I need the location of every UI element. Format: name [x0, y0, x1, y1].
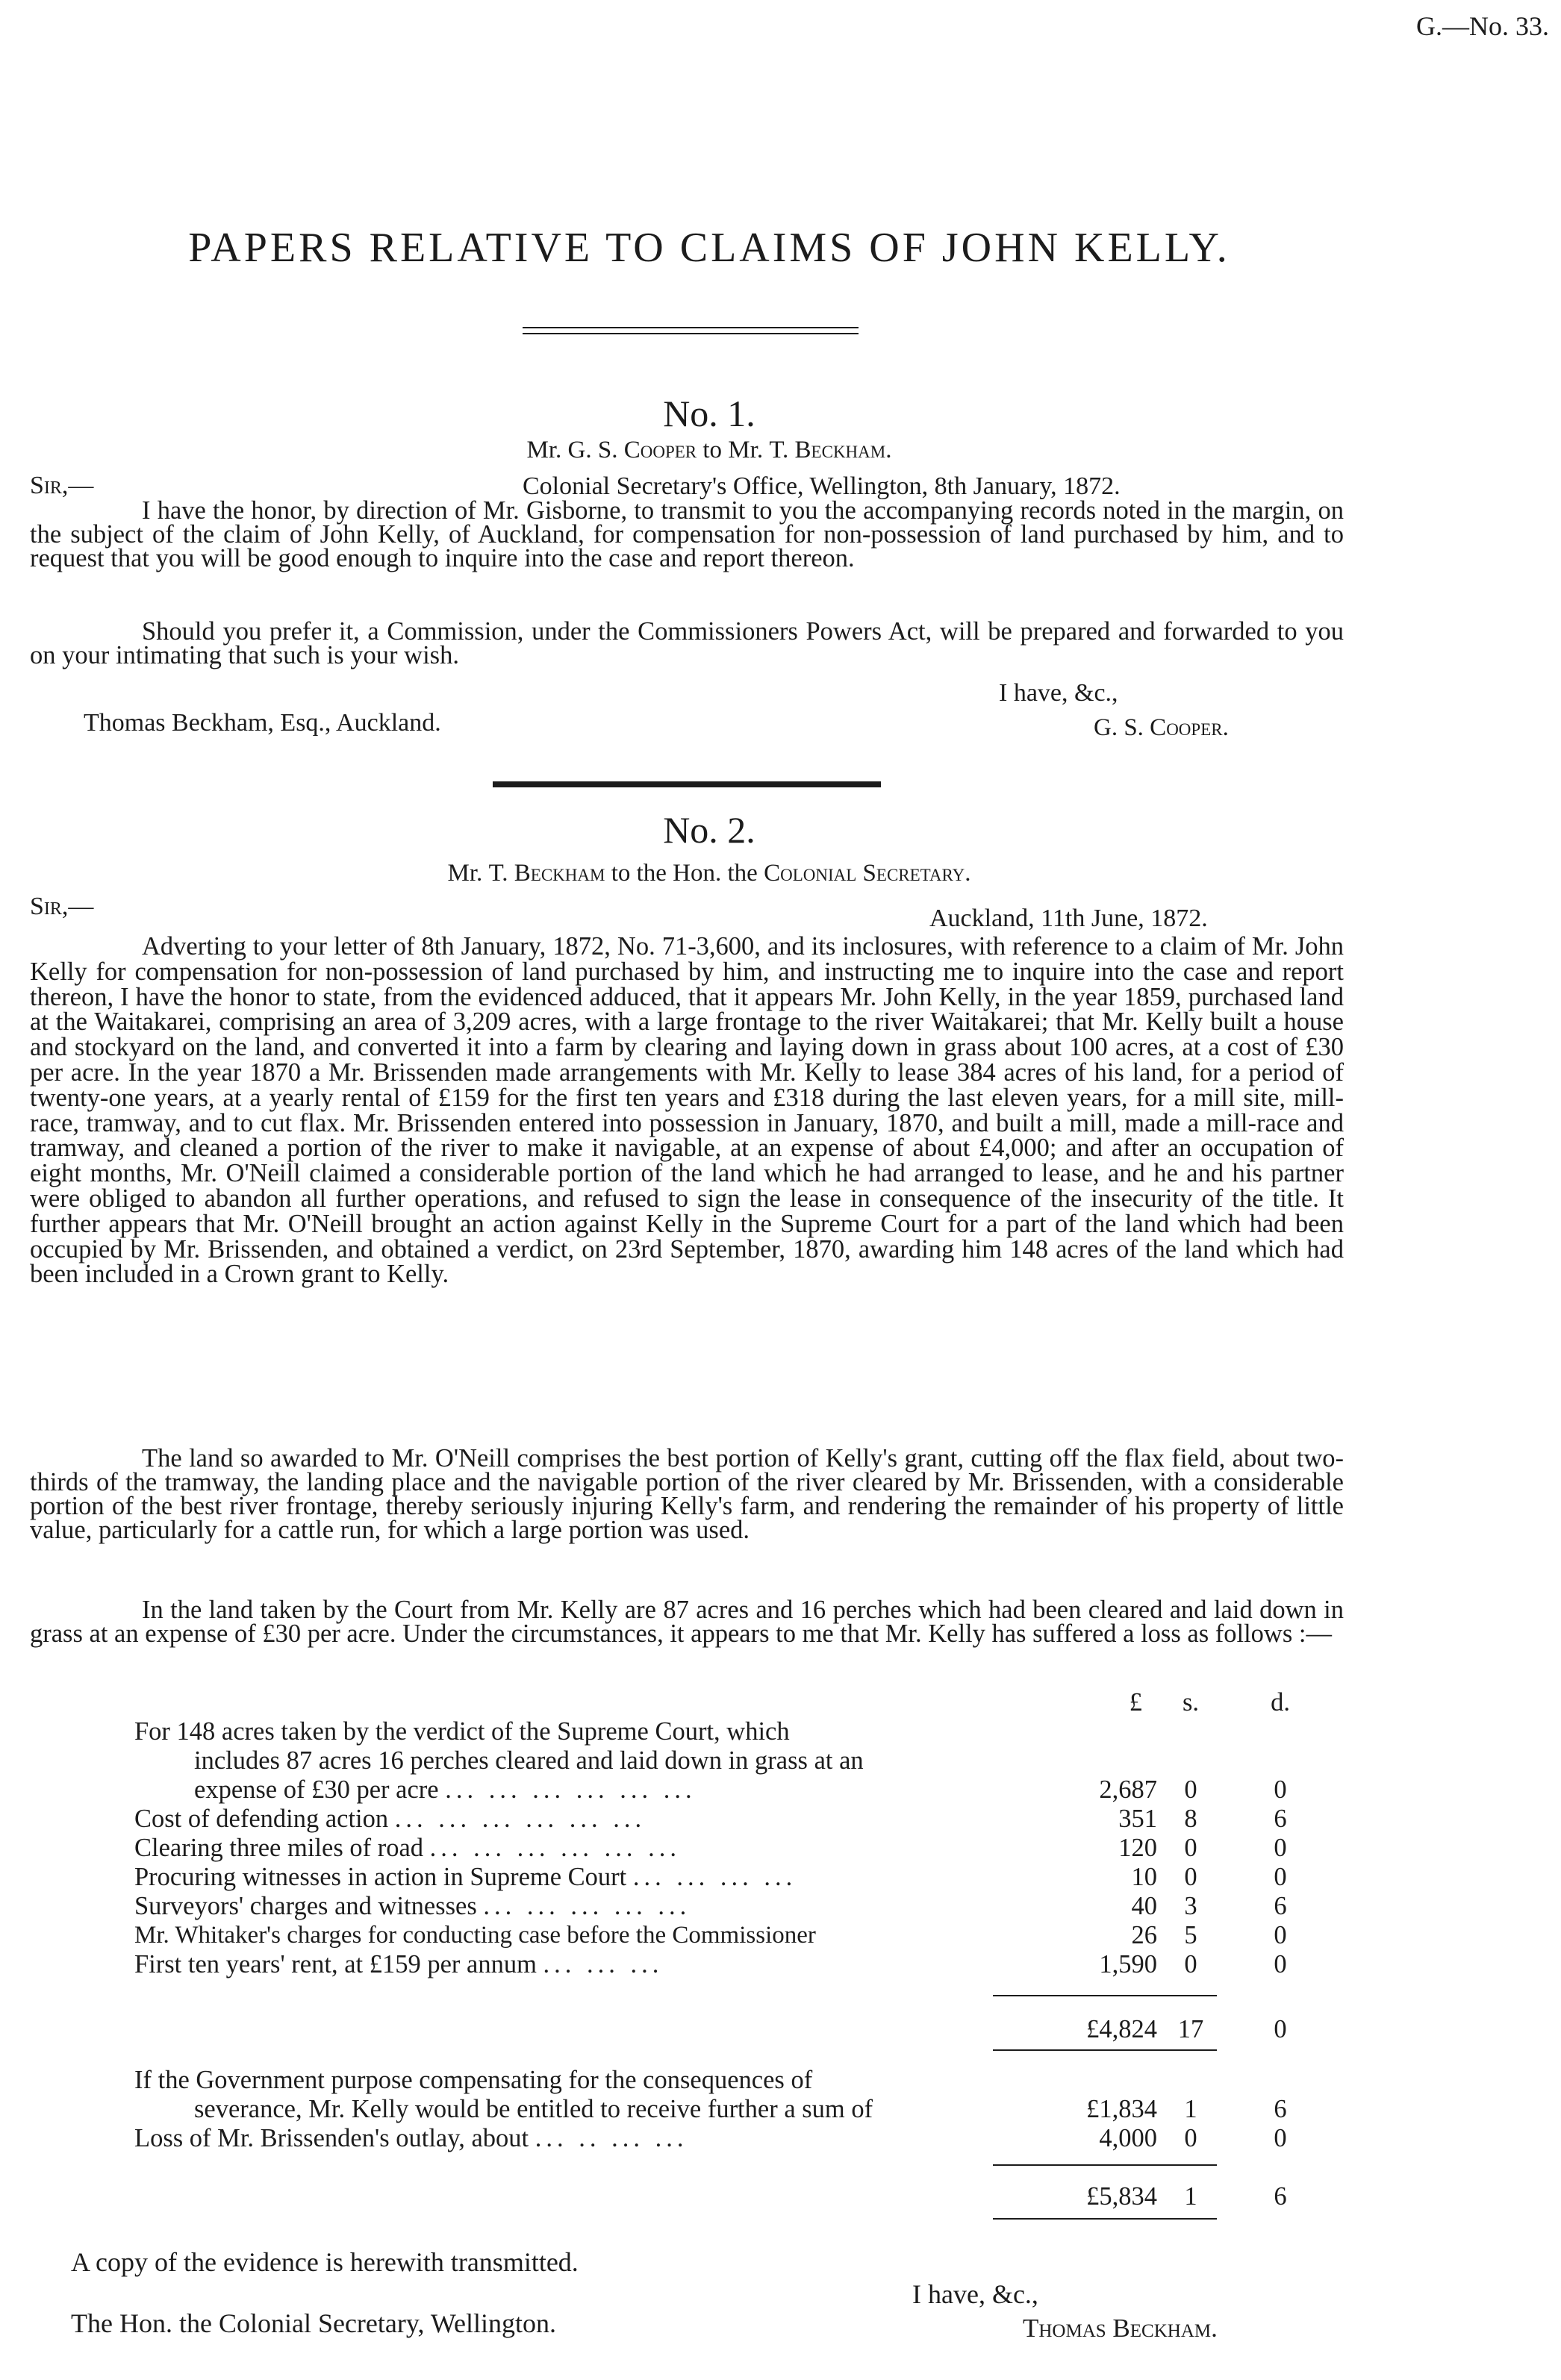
- table-row: [134, 1834, 1344, 1863]
- pence-value: 6: [1274, 1892, 1287, 1920]
- title-rule-bottom: [523, 333, 859, 334]
- doc1-subtitle-to: to Mr.: [697, 437, 770, 463]
- doc1-recipient: T. Beckham: [769, 437, 886, 463]
- item-label: expense of £30 per acre: [194, 1775, 439, 1804]
- item-label: Clearing three miles of road: [134, 1834, 424, 1862]
- total-row: [134, 2182, 1344, 2211]
- doc2-recipient: Colonial Secretary: [764, 860, 965, 887]
- doc1-subtitle: [0, 437, 1418, 464]
- item-description: [134, 1805, 646, 1834]
- doc2-paragraph: Adverting to your letter of 8th January, 1872, No. 71-3,600, and its inclosures, with reference to a claim of Mr. John Kelly for compensation for non-possession of land purchased by him, and instructing me to inquire into the case and report thereon, I have the honor to state, from the evidenced adduced, that it appears Mr. John Kelly, in the year 1859, purchased land at the Waitakarei, comprising an area of 3,209 acres, with a large frontage to the river Waitakarei; that Mr. Kelly built a house and stockyard on the land, and converted it into a farm by clearing and laying down in grass about 100 acres, at a cost of £30 per acre. In the year 1870 a Mr. Brissenden made arrangements with Mr. Kelly to lease 384 acres of his land, for a period of twenty-one years, at a yearly rental of £159 for the first ten years and £318 during the last eleven years, for a mill site, mill-race, tramway, and to cut flax. Mr. Brissenden entered into possession in January, 1870, and built a mill, made a mill-race and tramway, and cleaned a portion of the river to make it navigable, at an expense of about £4,000; and after an occupation of eight months, Mr. O'Neill claimed a considerable portion of the land which he had arranged to lease, and he and his partner were obliged to abandon all further operations, and refused to sign the lease in consequence of the insecurity of the title. It further appears that Mr. O'Neill brought an action against Kelly in the Supreme Court for a part of the land which had been occupied by Mr. Brissenden, and obtained a verdict, on 23rd September, 1870, awarding him 148 acres of the land which had been included in a Crown grant to Kelly.: [30, 932, 1344, 1289]
- leader-dots: ... ... ... ... ...: [483, 1892, 691, 1920]
- pence-value: 0: [1274, 1775, 1287, 1804]
- total-rule-bottom: [993, 2218, 1217, 2220]
- pence-value: 0: [1274, 1863, 1287, 1891]
- shillings-value: 0: [1184, 1775, 1197, 1804]
- item-label: Surveyors' charges and witnesses: [134, 1892, 477, 1920]
- item-description: For 148 acres taken by the verdict of the Supreme Court, which: [134, 1717, 790, 1746]
- total-shillings: 1: [1184, 2182, 1197, 2211]
- document-reference: G.—No. 33.: [1416, 11, 1549, 41]
- table-row: [134, 2066, 1344, 2095]
- additional-items: [134, 2066, 1344, 2153]
- claims-table: [134, 1688, 1344, 1979]
- doc1-closing: I have, &c.,: [999, 679, 1118, 707]
- shillings-value: 0: [1184, 1950, 1197, 1978]
- pounds-value: 1,590: [1099, 1950, 1157, 1978]
- item-label: Procuring witnesses in action in Supreme Court: [134, 1863, 627, 1891]
- table-row: [134, 1775, 1344, 1805]
- subtotal-row: [134, 2015, 1344, 2044]
- section-divider: [493, 781, 881, 787]
- doc2-subtitle-end: .: [965, 860, 971, 887]
- doc2-paragraph: The land so awarded to Mr. O'Neill comprises the best portion of Kelly's grant, cutting off the flax field, about two-thirds of the tramway, the landing place and the navigable portion of the river cleared by Mr. Brissenden, with a considerable portion of the best river frontage, thereby seriously injuring Kelly's farm, and rendering the remainder of his property of little value, particularly for a cattle run, for which a large portion was used.: [30, 1444, 1344, 1544]
- subtotal-rule-top: [993, 1995, 1217, 1996]
- page-title: PAPERS RELATIVE TO CLAIMS OF JOHN KELLY.: [188, 225, 1230, 271]
- shillings-value: 8: [1184, 1805, 1197, 1833]
- subtotal-row: [134, 2015, 1344, 2044]
- table-row: [134, 2095, 1344, 2124]
- pence-value: 0: [1274, 1834, 1287, 1862]
- pence-value: 0: [1274, 2124, 1287, 2152]
- pounds-value: £1,834: [1086, 2095, 1157, 2123]
- shillings-header: s.: [1182, 1688, 1200, 1717]
- pence-header: d.: [1271, 1688, 1290, 1717]
- total-pence: 6: [1274, 2182, 1287, 2211]
- total-rule-top: [993, 2164, 1217, 2166]
- subtotal-pence: 0: [1274, 2015, 1287, 2043]
- doc1-subtitle-end: .: [885, 437, 892, 463]
- subtotal-rule-bottom: [993, 2049, 1217, 2051]
- table-row: [134, 1746, 1344, 1775]
- doc2-dateline: Auckland, 11th June, 1872.: [929, 905, 1208, 932]
- pounds-value: 26: [1131, 1921, 1157, 1949]
- pounds-value: 10: [1131, 1863, 1157, 1891]
- leader-dots: ... ... ... ... ... ...: [429, 1834, 682, 1862]
- item-label: First ten years' rent, at £159 per annum: [134, 1950, 537, 1978]
- table-row: [134, 1950, 1344, 1979]
- total-pounds: £5,834: [1086, 2182, 1157, 2211]
- title-rule-top: [523, 327, 859, 328]
- leader-dots: ... ... ... ... ... ...: [445, 1775, 697, 1804]
- item-description: [134, 1892, 691, 1921]
- item-description: If the Government purpose compensating for the consequences of: [134, 2066, 813, 2094]
- doc2-subtitle-to: to the Hon. the: [605, 860, 764, 887]
- pounds-value: 351: [1118, 1805, 1157, 1833]
- doc2-paragraph: In the land taken by the Court from Mr. Kelly are 87 acres and 16 perches which had been cleared and laid down in grass at an expense of £30 per acre. Under the circumstances, it appears to me that Mr. Kelly has suffered a loss as follows :—: [30, 1596, 1344, 1648]
- pence-value: 6: [1274, 2095, 1287, 2123]
- pence-value: 6: [1274, 1805, 1287, 1833]
- leader-dots: ... ... ...: [543, 1950, 664, 1978]
- item-label: Cost of defending action: [134, 1805, 389, 1833]
- leader-dots: ... ... ... ... ... ...: [394, 1805, 646, 1833]
- pence-value: 0: [1274, 1950, 1287, 1978]
- doc1-number: No. 1.: [663, 393, 755, 434]
- leader-dots: ... .. ... ...: [535, 2124, 688, 2152]
- item-label: Mr. Whitaker's charges for conducting case before the Commissioner: [134, 1922, 816, 1949]
- doc1-subtitle-mr: Mr.: [526, 437, 568, 463]
- doc1-addressee: Thomas Beckham, Esq., Auckland.: [84, 709, 441, 737]
- shillings-value: 0: [1184, 2124, 1197, 2152]
- pounds-header: £: [1129, 1688, 1142, 1717]
- item-description: severance, Mr. Kelly would be entitled to receive further a sum of: [194, 2095, 873, 2123]
- doc1-paragraph: I have the honor, by direction of Mr. Gisborne, to transmit to you the accompanying records noted in the margin, on the subject of the claim of John Kelly, of Auckland, for compensation for non-possession of land purchased by him, and to request that you will be good enough to inquire into the case and report thereon.: [30, 496, 1344, 572]
- shillings-value: 1: [1184, 2095, 1197, 2123]
- doc2-subtitle: [0, 860, 1418, 887]
- doc1-paragraph: Should you prefer it, a Commission, under the Commissioners Powers Act, will be prepared and forwarded to you on your intimating that such is your wish.: [30, 617, 1344, 669]
- pounds-value: 120: [1118, 1834, 1157, 1862]
- item-description: [134, 1950, 663, 1979]
- item-description: includes 87 acres 16 perches cleared and laid down in grass at an: [194, 1746, 864, 1775]
- shillings-value: 5: [1184, 1921, 1197, 1949]
- shillings-value: 0: [1184, 1863, 1197, 1891]
- table-header: [134, 1688, 1344, 1717]
- subtotal-shillings: 17: [1177, 2015, 1204, 2043]
- doc2-addressee: The Hon. the Colonial Secretary, Wellington.: [71, 2308, 556, 2338]
- table-row: [134, 1717, 1344, 1746]
- evidence-note: A copy of the evidence is herewith transmitted.: [71, 2247, 579, 2277]
- doc2-number: No. 2.: [663, 809, 755, 851]
- shillings-value: 3: [1184, 1892, 1197, 1920]
- pounds-value: 2,687: [1099, 1775, 1157, 1804]
- table-row: [134, 1863, 1344, 1892]
- doc2-subtitle-mr: Mr.: [447, 860, 489, 887]
- pence-value: 0: [1274, 1921, 1287, 1949]
- shillings-value: 0: [1184, 1834, 1197, 1862]
- item-description: [134, 1863, 797, 1892]
- table-row: [134, 1921, 1344, 1950]
- subtotal-pounds: £4,824: [1086, 2015, 1157, 2043]
- leader-dots: ... ... ... ...: [632, 1863, 797, 1891]
- item-description: [134, 1834, 681, 1863]
- doc1-dateline: Colonial Secretary's Office, Wellington, 8th January, 1872.: [523, 472, 1121, 500]
- doc1-signature: G. S. Cooper.: [1094, 714, 1229, 741]
- item-description: [134, 2124, 688, 2153]
- item-description: [194, 1775, 697, 1805]
- doc1-sender: G. S. Cooper: [567, 437, 697, 463]
- pounds-value: 4,000: [1099, 2124, 1157, 2152]
- table-row: [134, 1805, 1344, 1834]
- doc2-closing: I have, &c.,: [912, 2279, 1038, 2309]
- doc2-signature: Thomas Beckham.: [1023, 2314, 1218, 2343]
- table-row: [134, 1892, 1344, 1921]
- item-description: [134, 1921, 816, 1950]
- pounds-value: 40: [1131, 1892, 1157, 1920]
- doc2-salutation: Sir,—: [30, 893, 94, 920]
- doc1-salutation: Sir,—: [30, 472, 94, 499]
- table-row: [134, 2124, 1344, 2153]
- doc2-sender: T. Beckham: [488, 860, 605, 887]
- total-row: [134, 2182, 1344, 2211]
- item-label: Loss of Mr. Brissenden's outlay, about: [134, 2124, 529, 2152]
